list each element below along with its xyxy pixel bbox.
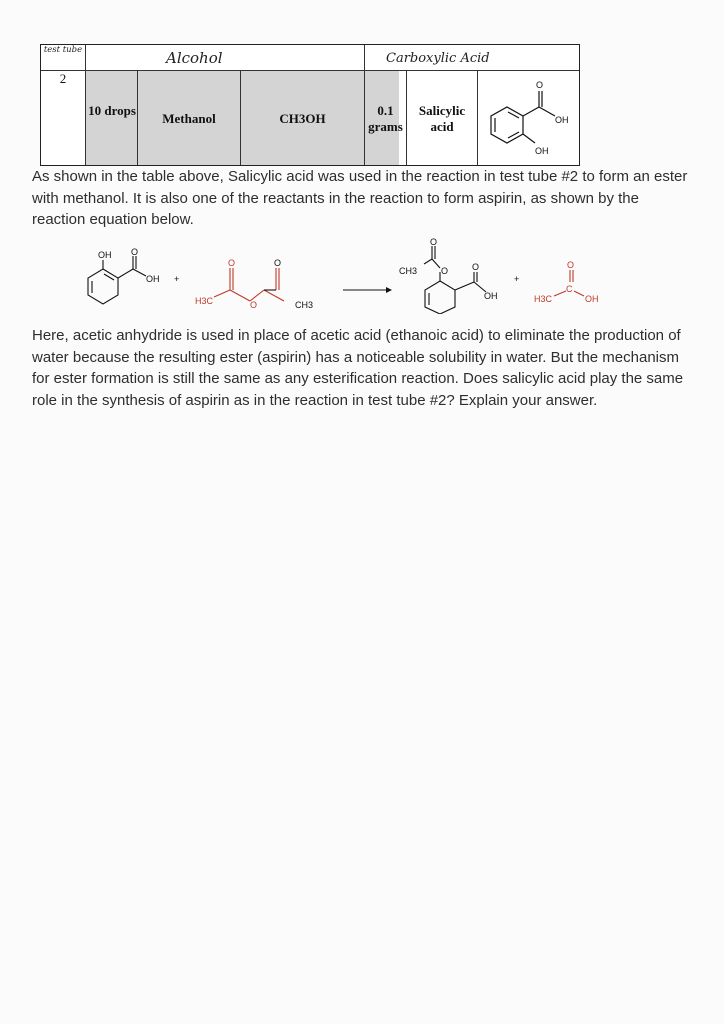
aspirin-oh-label: OH xyxy=(484,291,498,301)
reaction-arrow xyxy=(386,287,392,293)
header-test-tube: test tube xyxy=(43,45,83,55)
salicylic-acid-structure xyxy=(479,75,579,163)
aspirin-acid-o-label: O xyxy=(472,262,480,272)
reaction-equation xyxy=(78,238,608,314)
alcohol-formula: CH3OH xyxy=(279,111,326,126)
acetic-h3c-label: H3C xyxy=(534,294,553,304)
acetic-oh-label: OH xyxy=(585,294,599,304)
acetic-c-label: C xyxy=(566,284,573,294)
header-carboxylic-acid: Carboxylic Acid xyxy=(386,51,490,66)
anhydride-o2-label: O xyxy=(274,258,282,268)
salicylic-oh-label: OH xyxy=(98,250,112,260)
salicylic-acid-oh-label: OH xyxy=(146,274,160,284)
header-alcohol: Alcohol xyxy=(166,49,223,67)
anhydride-o1-label: O xyxy=(228,258,236,268)
phenol-oh-label: OH xyxy=(535,146,549,156)
alcohol-amount: 10 drops xyxy=(88,103,136,118)
aspirin-ch3-label: CH3 xyxy=(399,266,418,276)
col-divider xyxy=(85,45,86,165)
acid-name: Salicylic acid xyxy=(418,103,466,134)
acid-amount: 0.1 grams xyxy=(368,103,403,134)
header-divider xyxy=(41,70,579,71)
anhydride-h3c-label: H3C xyxy=(195,296,214,306)
carbonyl-o-label: O xyxy=(536,80,544,90)
anhydride-bridge-o-label: O xyxy=(250,300,258,310)
alcohol-name: Methanol xyxy=(162,111,216,126)
plus-sign-1: + xyxy=(174,274,180,284)
col-divider xyxy=(477,70,478,165)
aspirin-ester-o-label: O xyxy=(441,266,449,276)
paragraph-intro: As shown in the table above, Salicylic acid was used in the reaction in test tube #2 to form an ester with methanol. It is also one of the reactants in the reaction to form aspirin, as shown by the reaction equation below. xyxy=(32,168,688,228)
anhydride-ch3-label: CH3 xyxy=(295,300,314,310)
paragraph-question: Here, acetic anhydride is used in place of acetic acid (ethanoic acid) to eliminate the production of water because the resulting ester (aspirin) has a noticeable solubility in water. But the mechanism for ester formation is still the same as any esterification reaction. Does salicylic acid play the same role in the synthesis of aspirin as in the reaction in test tube #2? Explain your answer. xyxy=(32,327,684,409)
acetic-o-label: O xyxy=(567,260,575,270)
salicylic-o-label: O xyxy=(131,247,139,257)
acid-oh-label: OH xyxy=(555,115,569,125)
tube-number: 2 xyxy=(59,71,67,86)
plus-sign-2: + xyxy=(514,274,520,284)
reagent-table xyxy=(40,44,580,166)
aspirin-o-top-label: O xyxy=(430,238,438,247)
